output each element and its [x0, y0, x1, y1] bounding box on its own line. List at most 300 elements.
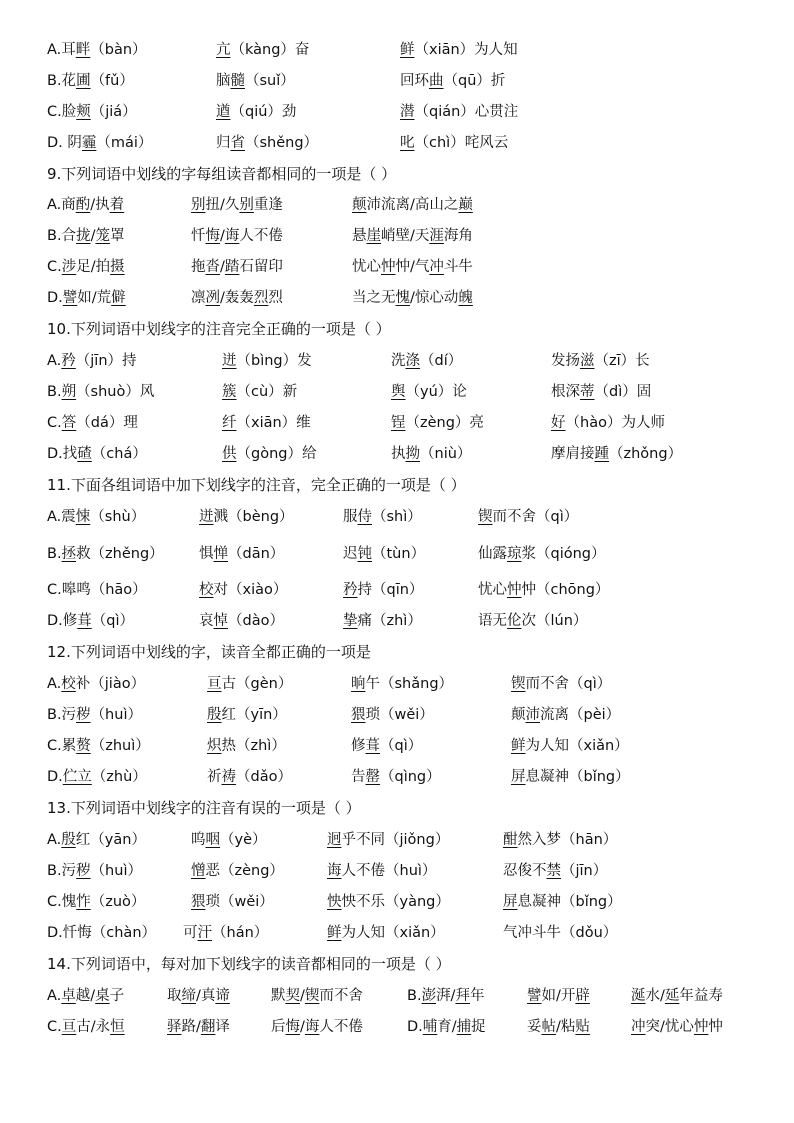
option-item	[47, 99, 137, 125]
underlined-char: 踵	[594, 446, 609, 462]
option-text: 乎不同（jiǒng）	[341, 832, 450, 848]
underlined-char: 譬	[62, 290, 78, 306]
option-text: （bàn）	[90, 42, 147, 58]
option-item	[47, 702, 142, 728]
option-text: 沛流离/高山之	[366, 197, 459, 213]
option-text: D.	[407, 1019, 423, 1035]
option-item	[191, 223, 283, 249]
underlined-char: 惮	[213, 546, 228, 562]
underlined-char: 答	[61, 415, 77, 431]
option-row	[0, 733, 794, 759]
underlined-char: 诲	[224, 228, 240, 244]
underlined-char: 摄	[110, 259, 125, 275]
underlined-char: 忡	[507, 582, 522, 598]
option-item	[47, 764, 147, 790]
option-text: 红（yīn）	[221, 707, 287, 723]
option-item	[391, 379, 467, 405]
option-item	[351, 702, 434, 728]
underlined-char: 笼	[95, 228, 110, 244]
option-text: （zuò）	[90, 894, 146, 910]
option-item	[351, 671, 453, 697]
option-text: 译	[215, 1019, 230, 1035]
option-item	[222, 410, 311, 436]
underlined-char: 晌	[351, 676, 366, 692]
underlined-char: 省	[230, 135, 245, 151]
underlined-char: 琼	[507, 546, 522, 562]
option-row	[0, 285, 794, 311]
option-text: （chá）	[91, 446, 147, 462]
underlined-char: 颊	[76, 104, 91, 120]
option-item	[391, 441, 471, 467]
question-stem	[0, 161, 794, 187]
underlined-char: 屏	[503, 894, 518, 910]
underlined-char: 恒	[110, 1019, 125, 1035]
underlined-char: 延	[664, 988, 680, 1004]
option-item	[47, 671, 145, 697]
option-text: 而不舍	[319, 988, 363, 1004]
option-item	[511, 702, 620, 728]
option-item	[511, 671, 611, 697]
option-item	[631, 983, 723, 1009]
underlined-char: 拗	[405, 446, 420, 462]
option-item	[551, 410, 665, 436]
option-text: 迟	[343, 546, 358, 562]
option-row	[0, 1014, 794, 1040]
option-text: （dí）	[420, 353, 463, 369]
option-text: 惧	[199, 546, 214, 562]
underlined-char: 悼	[213, 613, 228, 629]
option-text: 路/	[181, 1019, 201, 1035]
option-text: （dào）	[228, 613, 284, 629]
question-text: 10.下列词语中划线字的注音完全正确的一项是（ ）	[47, 320, 391, 338]
underlined-char: 矜	[61, 353, 76, 369]
underlined-char: 好	[551, 415, 566, 431]
option-text: 海角	[443, 228, 473, 244]
option-text: B.合	[47, 228, 77, 244]
option-item	[47, 577, 147, 603]
underlined-char: 碴	[77, 446, 92, 462]
option-text: 忡/气	[395, 259, 430, 275]
underlined-char: 髓	[230, 73, 245, 89]
underlined-char: 烈	[253, 290, 269, 306]
option-item	[47, 541, 164, 567]
option-item	[216, 68, 295, 94]
option-text: 古（gèn）	[221, 676, 293, 692]
underlined-char: 譬	[527, 988, 542, 1004]
option-item	[47, 504, 145, 530]
underlined-char: 鲜	[327, 925, 342, 941]
option-text: （hán）	[212, 925, 269, 941]
option-item	[216, 130, 318, 156]
option-item	[216, 99, 296, 125]
underlined-char: 殷	[207, 707, 222, 723]
option-item	[207, 733, 286, 759]
underlined-char: 拯	[61, 546, 77, 562]
question-stem	[0, 472, 794, 498]
option-item	[343, 608, 422, 634]
option-item	[391, 410, 484, 436]
option-text: /惊心动	[410, 290, 459, 306]
underlined-char: 酌	[75, 197, 91, 213]
option-item	[47, 37, 147, 63]
underlined-char: 锲	[304, 988, 320, 1004]
option-item	[478, 541, 606, 567]
option-text: 仙露	[478, 546, 507, 562]
option-row	[0, 577, 794, 603]
option-item	[191, 254, 283, 280]
underlined-char: 涯	[429, 228, 444, 244]
option-text: 峭壁/天	[381, 228, 430, 244]
option-item	[47, 254, 125, 280]
option-text: 如/荒	[77, 290, 112, 306]
option-text: （yú）论	[405, 384, 467, 400]
underlined-char: 驿	[167, 1019, 182, 1035]
option-text: （zhǒng）	[609, 446, 683, 462]
underlined-char: 圃	[76, 73, 91, 89]
option-item	[47, 348, 137, 374]
option-item	[478, 608, 587, 634]
option-item	[47, 858, 142, 884]
option-text: 发扬	[551, 353, 580, 369]
option-text: 重逢	[253, 197, 283, 213]
underlined-char: 炽	[207, 738, 222, 754]
option-text: （qì）	[91, 613, 135, 629]
option-text: C.	[47, 415, 62, 431]
underlined-char: 锃	[391, 415, 406, 431]
option-row	[0, 920, 794, 946]
option-text: （bìng）发	[236, 353, 312, 369]
option-text: 子	[109, 988, 125, 1004]
option-row	[0, 541, 794, 567]
underlined-char: 澎	[421, 988, 437, 1004]
option-text: A.耳	[47, 42, 76, 58]
underlined-char: 贴	[575, 1019, 590, 1035]
option-text: （niù）	[420, 446, 472, 462]
underlined-char: 纤	[222, 415, 237, 431]
option-text: 人不倦	[239, 228, 283, 244]
underlined-char: 颠	[352, 197, 367, 213]
option-item	[199, 541, 284, 567]
underlined-char: 遒	[216, 104, 231, 120]
option-text: 红（yān）	[75, 832, 146, 848]
underlined-char: 卓	[61, 988, 76, 1004]
option-row	[0, 504, 794, 530]
option-item	[271, 1014, 363, 1040]
option-row	[0, 889, 794, 915]
option-text: （xiān）维	[236, 415, 311, 431]
option-text: 热（zhì）	[221, 738, 286, 754]
option-row	[0, 37, 794, 63]
option-text: （cù）新	[236, 384, 298, 400]
option-text: 斗牛	[443, 259, 473, 275]
option-text: 琐（wěi）	[365, 707, 434, 723]
option-text: 次（lún）	[521, 613, 588, 629]
option-text: 默	[271, 988, 286, 1004]
underlined-char: 供	[222, 446, 237, 462]
option-item	[511, 733, 629, 759]
underlined-char: 祷	[221, 769, 236, 785]
option-text: 忡	[708, 1019, 723, 1035]
option-item	[199, 608, 284, 634]
option-text: 取	[167, 988, 182, 1004]
underlined-char: 葺	[77, 613, 92, 629]
underlined-char: 憎	[191, 863, 206, 879]
option-text: 突/忧心	[645, 1019, 694, 1035]
option-text: 忧心	[352, 259, 381, 275]
option-text: 呜	[191, 832, 206, 848]
option-item	[222, 348, 312, 374]
option-item	[400, 37, 518, 63]
option-item	[551, 441, 682, 467]
option-item	[191, 858, 284, 884]
option-row	[0, 99, 794, 125]
option-text: 救（zhěng）	[76, 546, 164, 562]
option-item	[343, 504, 422, 530]
underlined-char: 校	[199, 582, 214, 598]
option-text: （dān）	[228, 546, 285, 562]
option-text: 水/	[645, 988, 665, 1004]
underlined-char: 哺	[422, 1019, 438, 1035]
underlined-char: 冲	[631, 1019, 646, 1035]
option-text: 然入梦（hān）	[517, 832, 618, 848]
option-item	[207, 764, 292, 790]
option-text: /粘	[556, 1019, 576, 1035]
option-item	[47, 1014, 125, 1040]
underlined-char: 亘	[61, 1019, 77, 1035]
underlined-char: 帖	[541, 1019, 556, 1035]
option-row	[0, 702, 794, 728]
option-row	[0, 858, 794, 884]
underlined-char: 屏	[511, 769, 526, 785]
option-item	[343, 577, 423, 603]
option-text: D.	[47, 290, 63, 306]
option-text: /	[220, 259, 225, 275]
option-text: C.愧	[47, 894, 77, 910]
option-text: /轰轰	[220, 290, 254, 306]
option-item	[503, 920, 617, 946]
question-stem	[0, 639, 794, 665]
option-row	[0, 764, 794, 790]
option-text: （qiú）劲	[230, 104, 297, 120]
underlined-char: 殷	[61, 832, 76, 848]
option-text: （fǔ）	[90, 73, 134, 89]
option-item	[47, 733, 150, 759]
option-item	[167, 1014, 230, 1040]
option-item	[478, 577, 609, 603]
option-text: 执	[391, 446, 406, 462]
option-item	[343, 541, 425, 567]
option-text: 摩肩接	[551, 446, 595, 462]
question-text: 9.下列词语中划线的字每组读音都相同的一项是（ ）	[47, 165, 397, 183]
underlined-char: 禁	[546, 863, 561, 879]
option-item	[327, 920, 445, 946]
option-text: B.花	[47, 73, 77, 89]
option-text: 罩	[109, 228, 125, 244]
underlined-char: 怏	[327, 894, 342, 910]
option-item	[47, 192, 124, 218]
option-item	[47, 441, 147, 467]
option-text: 人不倦（huì）	[341, 863, 437, 879]
option-text: 可	[183, 925, 198, 941]
option-text: /	[90, 228, 96, 244]
option-item	[527, 983, 590, 1009]
underlined-char: 亢	[216, 42, 231, 58]
option-item	[352, 192, 473, 218]
option-text: /	[300, 988, 305, 1004]
option-text: （qū）折	[443, 73, 506, 89]
option-text: B.	[407, 988, 422, 1004]
option-item	[191, 192, 283, 218]
option-text: （dǎo）	[236, 769, 292, 785]
underlined-char: 滋	[580, 353, 595, 369]
option-item	[391, 348, 462, 374]
question-text: 12.下列词语中划线的字，读音全都正确的一项是	[47, 643, 371, 661]
option-item	[327, 889, 450, 915]
option-text: 扭/久	[205, 197, 240, 213]
underlined-char: 沛	[525, 707, 540, 723]
underlined-char: 忡	[693, 1019, 709, 1035]
option-text: （shù）	[90, 509, 146, 525]
option-text: （jīn）持	[75, 353, 137, 369]
underlined-char: 汗	[197, 925, 212, 941]
underlined-char: 诲	[304, 1019, 320, 1035]
option-item	[327, 858, 436, 884]
underlined-char: 咽	[205, 832, 220, 848]
option-row	[0, 223, 794, 249]
underlined-char: 冲	[429, 259, 444, 275]
option-text: /	[300, 1019, 305, 1035]
option-item	[167, 983, 230, 1009]
option-row	[0, 379, 794, 405]
option-text: （zhuì）	[90, 738, 150, 754]
option-text: D.修	[47, 613, 78, 629]
option-item	[352, 223, 473, 249]
option-text: （kàng）奋	[230, 42, 310, 58]
option-text: 洗	[391, 353, 406, 369]
option-text: 忧心	[478, 582, 507, 598]
option-text: B.污	[47, 707, 77, 723]
option-text: 怏不乐（yàng）	[341, 894, 450, 910]
option-text: （suǐ）	[245, 73, 295, 89]
option-item	[352, 285, 473, 311]
question-stem	[0, 795, 794, 821]
option-text: （zī）长	[594, 353, 650, 369]
option-item	[351, 733, 422, 759]
option-text: 而不舍（qì）	[525, 676, 612, 692]
underlined-char: 伦	[507, 613, 522, 629]
option-text: （huì）	[90, 707, 142, 723]
underlined-char: 愧	[395, 290, 410, 306]
option-text: 气冲斗牛（dǒu）	[503, 925, 618, 941]
underlined-char: 涎	[631, 988, 646, 1004]
underlined-char: 迸	[222, 353, 237, 369]
underlined-char: 猥	[351, 707, 366, 723]
option-row	[0, 68, 794, 94]
underlined-char: 悚	[75, 509, 91, 525]
option-item	[47, 379, 154, 405]
option-text: A.	[47, 988, 62, 1004]
option-text: 午（shǎng）	[365, 676, 454, 692]
underlined-char: 伫立	[62, 769, 92, 785]
option-item	[400, 130, 508, 156]
option-item	[216, 37, 309, 63]
option-text: B.	[47, 384, 62, 400]
underlined-char: 涉	[61, 259, 77, 275]
underlined-char: 冽	[205, 290, 220, 306]
option-text: 年益寿	[679, 988, 723, 1004]
option-text: 捉	[471, 1019, 486, 1035]
option-item	[631, 1014, 723, 1040]
option-text: （jīn）	[561, 863, 608, 879]
underlined-char: 鲜	[511, 738, 526, 754]
underlined-char: 踏	[224, 259, 240, 275]
option-text: 湃/	[436, 988, 456, 1004]
underlined-char: 鲜	[400, 42, 415, 58]
option-item	[551, 379, 651, 405]
underlined-char: 悔	[205, 228, 220, 244]
option-text: D.忏悔（chàn）	[47, 925, 157, 941]
option-text: 祈	[207, 769, 222, 785]
option-item	[207, 702, 287, 728]
option-item	[191, 285, 283, 311]
option-text: 告	[351, 769, 366, 785]
option-text: 后	[271, 1019, 286, 1035]
option-text: 而不舍（qì）	[492, 509, 579, 525]
option-item	[503, 858, 607, 884]
option-text: （tùn）	[372, 546, 426, 562]
underlined-char: 秽	[76, 707, 91, 723]
option-text: 痛（zhì）	[357, 613, 422, 629]
underlined-char: 叱	[400, 135, 415, 151]
option-text: （zhù）	[91, 769, 147, 785]
option-item	[222, 441, 316, 467]
option-text: 为人知（xiǎn）	[525, 738, 629, 754]
option-text: 忍俊不	[503, 863, 547, 879]
underlined-char: 悔	[285, 1019, 300, 1035]
underlined-char: 霾	[81, 135, 97, 151]
option-text: C.累	[47, 738, 77, 754]
option-text: 服	[343, 509, 358, 525]
option-text: （shuò）风	[76, 384, 155, 400]
option-text: C.嗥鸣（hāo）	[47, 582, 147, 598]
option-item	[407, 983, 484, 1009]
option-text: 补（jiào）	[75, 676, 146, 692]
option-item	[47, 130, 152, 156]
option-text: （gòng）给	[236, 446, 317, 462]
option-item	[351, 764, 441, 790]
option-text: 归	[216, 135, 231, 151]
option-text: 拖	[191, 259, 206, 275]
underlined-char: 猥	[191, 894, 206, 910]
option-text: C.脸	[47, 104, 77, 120]
option-item	[400, 68, 505, 94]
option-text: 忏	[191, 228, 206, 244]
option-text: A.	[47, 353, 62, 369]
underlined-char: 迸	[199, 509, 214, 525]
option-text: （shěng）	[245, 135, 319, 151]
question-text: 13.下列词语中划线字的注音有误的一项是（ ）	[47, 799, 361, 817]
option-text: D.	[47, 769, 63, 785]
option-text: （yè）	[220, 832, 267, 848]
underlined-char: 舆	[391, 384, 406, 400]
underlined-char: 谛	[215, 988, 230, 1004]
underlined-char: 诲	[327, 863, 342, 879]
option-text: 溅（bèng）	[213, 509, 294, 525]
option-item	[222, 379, 297, 405]
option-text: 持（qīn）	[357, 582, 424, 598]
option-text: C.	[47, 1019, 62, 1035]
underlined-char: 潜	[400, 104, 415, 120]
